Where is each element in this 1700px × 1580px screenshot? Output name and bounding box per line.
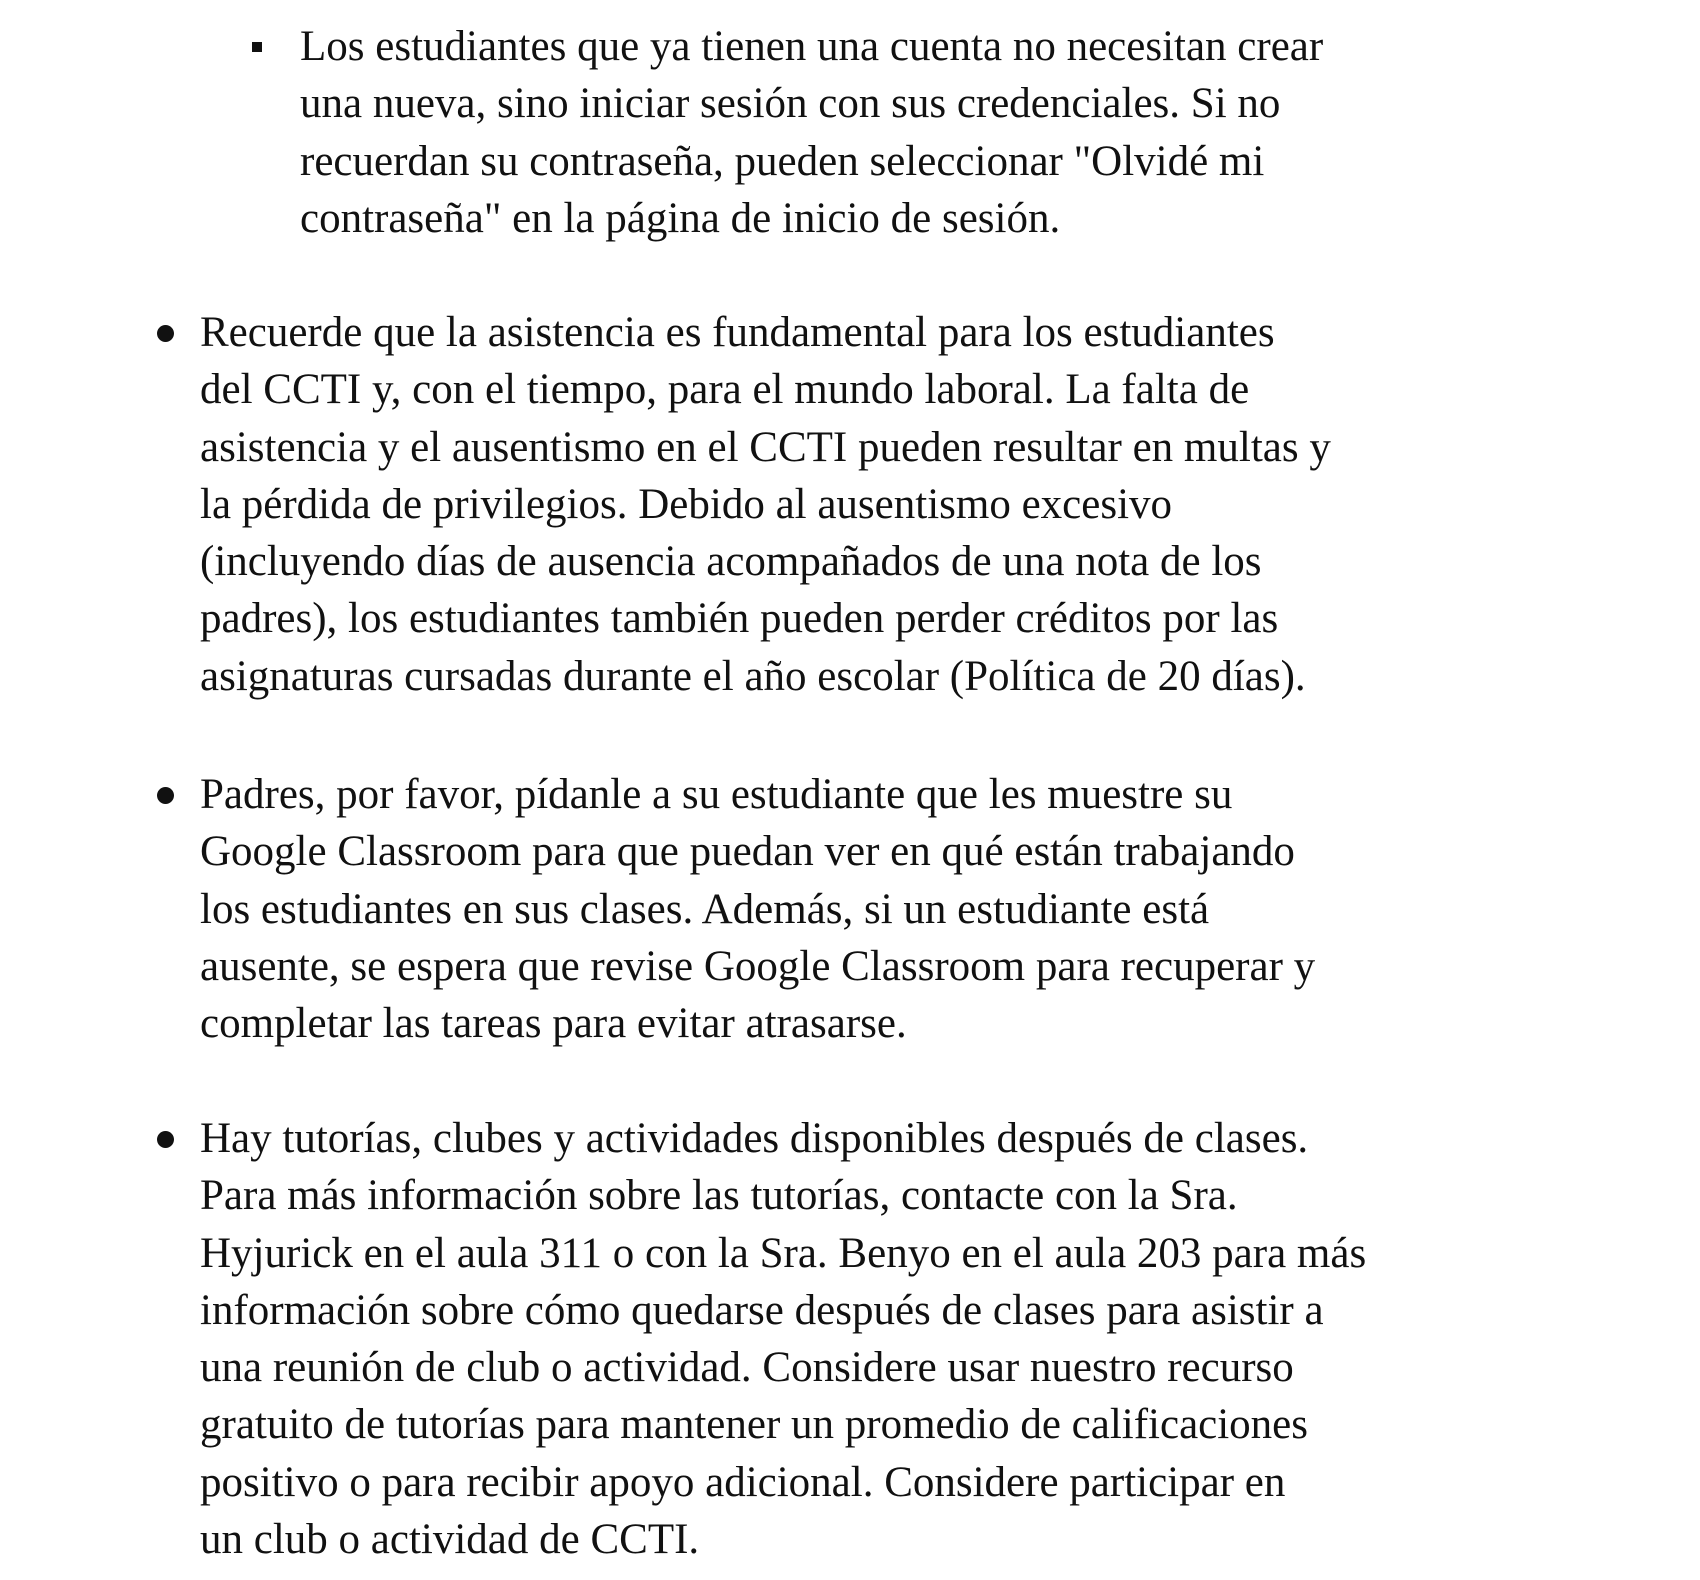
text-line: los estudiantes en sus clases. Además, si un estudiante está [200,885,1210,933]
text-line: asignaturas cursadas durante el año escolar (Política de 20 días). [200,652,1306,700]
text-line: gratuito de tutorías para mantener un promedio de calificaciones [200,1401,1309,1449]
text-line: un club o actividad de CCTI. [200,1516,700,1564]
text-line: una nueva, sino iniciar sesión con sus credenciales. Si no [300,80,1281,128]
text-line: Google Classroom para que puedan ver en qué están trabajando [200,828,1295,876]
text-line: ausente, se espera que revise Google Classroom para recuperar y [200,942,1316,990]
text-line: Hay tutorías, clubes y actividades disponibles después de clases. [200,1115,1309,1162]
text-line: padres), los estudiantes también pueden perder créditos por las [200,595,1279,643]
text-line: positivo o para recibir apoyo adicional. Considere participar en [200,1458,1286,1506]
text-line: recuerdan su contraseña, pueden seleccionar "Olvidé mi [300,137,1265,185]
text-line: Hyjurick en el aula 311 o con la Sra. Benyo en el aula 203 para más [200,1229,1367,1277]
text-line: Padres, por favor, pídanle a su estudiante que les muestre su [200,771,1233,818]
text-line: asistencia y el ausentismo en el CCTI pueden resultar en multas y [200,423,1331,471]
text-line: completar las tareas para evitar atrasarse. [200,1000,907,1048]
text-line: la pérdida de privilegios. Debido al ausentismo excesivo [200,480,1173,528]
text-line: Los estudiantes que ya tienen una cuenta no necesitan crear [300,23,1324,70]
square-bullet-icon [252,42,262,52]
text-line: contraseña" en la página de inicio de sesión. [300,194,1061,242]
text-line: del CCTI y, con el tiempo, para el mundo laboral. La falta de [200,366,1250,414]
round-bullet-icon [157,1131,174,1148]
text-line: Para más información sobre las tutorías, contacte con la Sra. [200,1172,1238,1220]
round-bullet-icon [157,787,174,804]
round-bullet-icon [157,325,174,342]
text-line: (incluyendo días de ausencia acompañados de una nota de los [200,538,1262,586]
text-line: una reunión de club o actividad. Considere usar nuestro recurso [200,1344,1294,1392]
text-line: información sobre cómo quedarse después de clases para asistir a [200,1286,1324,1334]
text-line: Recuerde que la asistencia es fundamental para los estudiantes [200,309,1275,356]
